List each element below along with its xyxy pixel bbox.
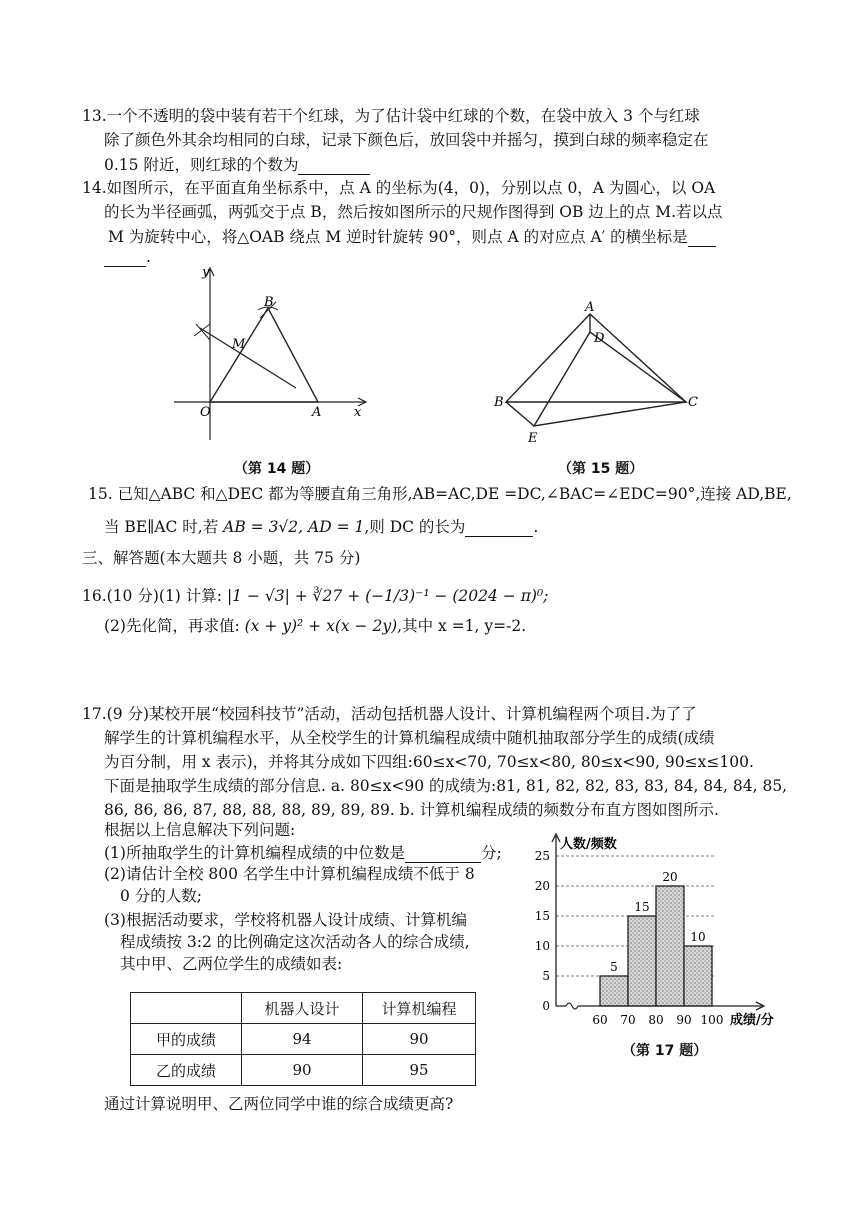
figure-14 (160, 262, 380, 447)
table-cell: 90 (242, 1055, 363, 1086)
table-cell: 90 (363, 1024, 476, 1055)
q14-line-3-text: M 为旋转中心，将△OAB 绕点 M 逆时针旋转 90°，则点 A 的对应点 A′ 的横坐标是 (108, 228, 688, 246)
table-header-cell: 机器人设计 (242, 993, 363, 1024)
hist-y-tick-label: 5 (542, 969, 550, 983)
q16-line-2 (104, 616, 526, 636)
table-row (131, 1055, 476, 1086)
fig14-label-m: M (232, 337, 246, 352)
fig14-label-a: A (312, 405, 322, 420)
hist-bar (656, 886, 684, 1006)
fig15-label-e: E (528, 431, 538, 446)
q16-line-2-prefix: (2)先化简，再求值: (104, 617, 245, 635)
fig17-caption: （第 17 题） (622, 1043, 708, 1059)
q17-sub-2b: 0 分的人数; (120, 887, 203, 905)
q17-sub-1-unit: 分; (480, 844, 502, 862)
hist-x-tick-label: 100 (700, 1013, 724, 1027)
hist-bar-value-label: 5 (610, 960, 618, 974)
q17-line-4: 下面是抽取学生成绩的部分信息. a. 80≤x<90 的成绩为:81, 81, 82, 82, 83, 83, 84, 84, 84, 85, (104, 777, 788, 795)
table-cell: 95 (363, 1055, 476, 1086)
hist-y-tick-label: 20 (534, 879, 550, 893)
q15-formula: AB = 3√2, AD = 1 (223, 518, 365, 536)
hist-bar (600, 976, 628, 1006)
q16-line-2-suffix: ,其中 x =1, y=-2. (397, 617, 527, 635)
q15-line-1: 15. 已知△ABC 和△DEC 都为等腰直角三角形,AB=AC,DE =DC,∠BAC=∠EDC=90°,连接 AD,BE, (88, 485, 792, 503)
hist-x-tick-label: 80 (648, 1013, 664, 1027)
q16-formula-1: |1 − √3| + ∛27 + (−1/3)⁻¹ − (2024 − π)⁰; (226, 587, 549, 605)
q17-sub-3c: 其中甲、乙两位学生的成绩如表: (120, 955, 343, 973)
hist-y-tick-label: 10 (534, 939, 550, 953)
fig15-label-a: A (585, 300, 595, 315)
table-header-cell: 计算机编程 (363, 993, 476, 1024)
q14-line-1: 14.如图所示，在平面直角坐标系中，点 A 的坐标为(4，0)，分别以点 0，A 为圆心，以 OA (82, 179, 716, 197)
q17-line-3: 为百分制，用 x 表示)，并将其分成如下四组:60≤x<70, 70≤x<80, 80≤x<90, 90≤x≤100. (104, 753, 754, 771)
section-3-heading: 三、解答题(本大题共 8 小题，共 75 分) (82, 549, 361, 567)
figure-15 (488, 296, 698, 448)
hist-bar-value-label: 10 (690, 930, 706, 944)
fig15-caption: （第 15 题） (558, 461, 644, 477)
table-header-row (131, 993, 476, 1024)
q16-line-1 (82, 586, 548, 606)
q13-line-2: 除了颜色外其余均相同的白球，记录下颜色后，放回袋中并摇匀，摸到白球的频率稳定在 (104, 131, 709, 149)
q16-formula-2: (x + y)² + x(x − 2y) (244, 617, 398, 635)
histogram-figure-17 (530, 830, 790, 1030)
q13-answer-blank[interactable] (298, 154, 370, 175)
fig15-triangle-abc (506, 314, 686, 402)
table-header-cell (131, 993, 242, 1024)
q15-answer-blank[interactable] (465, 516, 533, 537)
hist-y-tick-label: 0 (542, 999, 550, 1013)
table-cell: 甲的成绩 (131, 1024, 242, 1055)
hist-bar-value-label: 15 (634, 900, 650, 914)
hist-axis-break (566, 1003, 578, 1009)
table-row (131, 1024, 476, 1055)
q17-line-5: 86, 86, 86, 87, 88, 88, 88, 89, 89, 89. b. 计算机编程成绩的频数分布直方图如图所示. (104, 801, 719, 819)
q17-sub-3b: 程成绩按 3:2 的比例确定这次活动各人的综合成绩, (120, 933, 470, 951)
q13-line-1: 13.一个不透明的袋中装有若干个红球，为了估计袋中红球的个数，在袋中放入 3 个与红球 (82, 107, 700, 125)
hist-bar (684, 946, 712, 1006)
fig14-label-o: O (200, 405, 211, 420)
q17-line-1: 17.(9 分)某校开展“校园科技节”活动，活动包括机器人设计、计算机编程两个项目.为了了 (82, 705, 697, 723)
hist-x-tick-label: 60 (592, 1013, 608, 1027)
fig14-label-x: x (354, 405, 362, 420)
fig15-label-d: D (594, 331, 605, 346)
hist-bar (628, 916, 656, 1006)
q17-sub-3a: (3)根据活动要求，学校将机器人设计成绩、计算机编 (104, 911, 467, 929)
q17-line-6: 根据以上信息解决下列问题: (104, 821, 296, 839)
fig15-label-c: C (688, 395, 698, 410)
fig14-label-b: B (264, 295, 274, 310)
q14-line-3 (108, 226, 716, 247)
hist-x-axis-title: 成绩/分 (730, 1013, 774, 1028)
table-cell: 94 (242, 1024, 363, 1055)
hist-x-tick-label: 70 (620, 1013, 636, 1027)
hist-x-tick-label: 90 (676, 1013, 692, 1027)
fig14-label-y: y (202, 265, 210, 280)
q15-line-2-mid: ,则 DC 的长为 (364, 518, 466, 536)
q14-line-2: 的长为半径画弧，两弧交于点 B，然后按如图所示的尺规作图得到 OB 边上的点 M.若以点 (104, 203, 723, 221)
fig15-helper (506, 332, 590, 402)
hist-y-axis-title: 人数/频数 (560, 837, 617, 852)
q17-median-blank[interactable] (405, 842, 481, 863)
q16-line-1-prefix: 16.(10 分)(1) 计算: (82, 587, 227, 605)
q14-line-4-period: . (146, 248, 151, 266)
hist-bar-value-label: 20 (662, 870, 678, 884)
fig15-label-b: B (494, 395, 504, 410)
q13-line-3-text: 0.15 附近，则红球的个数为 (104, 156, 299, 174)
q17-sub-1-text: (1)所抽取学生的计算机编程成绩的中位数是 (104, 844, 405, 862)
q15-line-2-end: . (533, 518, 539, 536)
fig14-bisector-line (200, 328, 296, 388)
q14-answer-blank-part1[interactable] (688, 226, 716, 247)
q14-line-4 (104, 246, 151, 267)
q15-line-2 (104, 516, 538, 537)
q14-answer-blank-part2[interactable] (104, 246, 146, 267)
q17-sub-2a: (2)请估计全校 800 名学生中计算机编程成绩不低于 8 (104, 865, 475, 883)
q17-line-2: 解学生的计算机编程水平，从全校学生的计算机编程成绩中随机抽取部分学生的成绩(成绩 (104, 729, 715, 747)
q17-final-question: 通过计算说明甲、乙两位同学中谁的综合成绩更高? (104, 1095, 454, 1113)
hist-y-tick-label: 15 (534, 909, 550, 923)
fig14-triangle-oab (210, 308, 318, 402)
q17-sub-1 (104, 842, 502, 863)
fig14-compass-mark (194, 324, 210, 340)
score-table (130, 992, 476, 1086)
q13-line-3 (104, 154, 370, 175)
hist-y-tick-label: 25 (534, 849, 550, 863)
table-cell: 乙的成绩 (131, 1055, 242, 1086)
fig15-segment-be (506, 402, 534, 426)
fig15-triangle-dec (534, 332, 686, 426)
fig14-caption: （第 14 题） (234, 461, 320, 477)
q15-line-2-prefix: 当 BE∥AC 时,若 (104, 518, 224, 536)
